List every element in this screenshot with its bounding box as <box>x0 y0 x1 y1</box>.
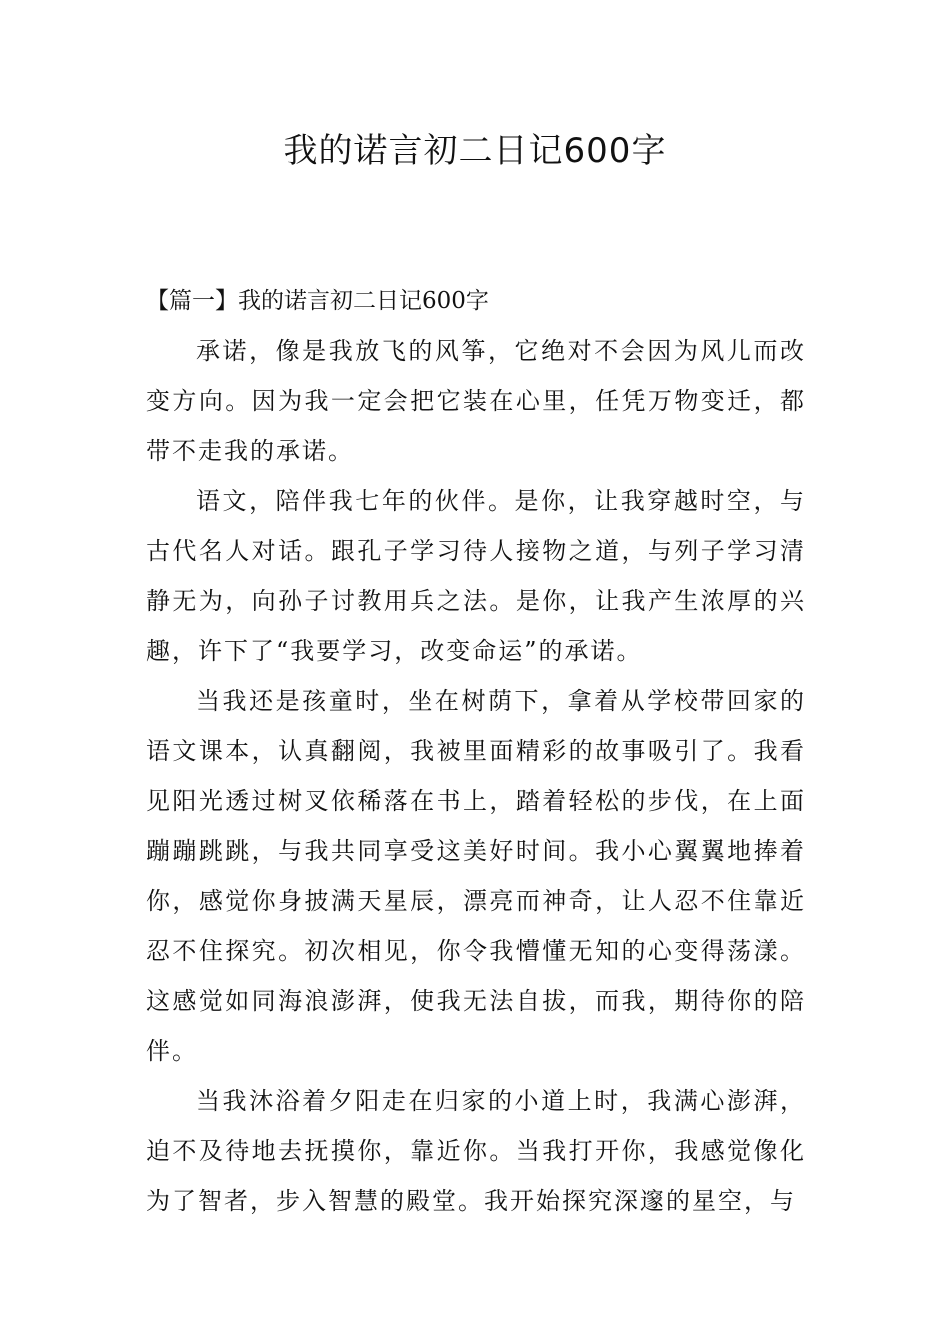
section-heading: 【篇一】我的诺言初二日记600字 <box>146 288 489 314</box>
paragraph-2: 语文，陪伴我七年的伙伴。是你，让我穿越时空，与古代名人对话。跟孔子学习待人接物之道，与列子学习清静无为，向孙子讨教用兵之法。是你，让我产生浓厚的兴趣，许下了“我要学习，改变命运”的承诺。 <box>146 487 806 665</box>
paragraph-1: 承诺，像是我放飞的风筝，它绝对不会因为风儿而改变方向。因为我一定会把它装在心里，任凭万物变迁，都带不走我的承诺。 <box>146 337 806 465</box>
document-title: 我的诺言初二日记600字 <box>283 131 667 171</box>
paragraph-3: 当我还是孩童时，坐在树荫下，拿着从学校带回家的语文课本，认真翻阅，我被里面精彩的故事吸引了。我看见阳光透过树叉依稀落在书上，踏着轻松的步伐，在上面蹦蹦跳跳，与我共同享受这美好时间。我小心翼翼地捧着你，感觉你身披满天星辰，漂亮而神奇，让人忍不住靠近忍不住探究。初次相见，你令我懵懂无知的心变得荡漾。这感觉如同海浪澎湃，使我无法自拔，而我，期待你的陪伴。 <box>146 687 806 1065</box>
document-body <box>146 276 806 1226</box>
paragraph-4: 当我沐浴着夕阳走在归家的小道上时，我满心澎湃，迫不及待地去抚摸你，靠近你。当我打开你，我感觉像化为了智者，步入智慧的殿堂。我开始探究深邃的星空，与 <box>146 1087 806 1215</box>
